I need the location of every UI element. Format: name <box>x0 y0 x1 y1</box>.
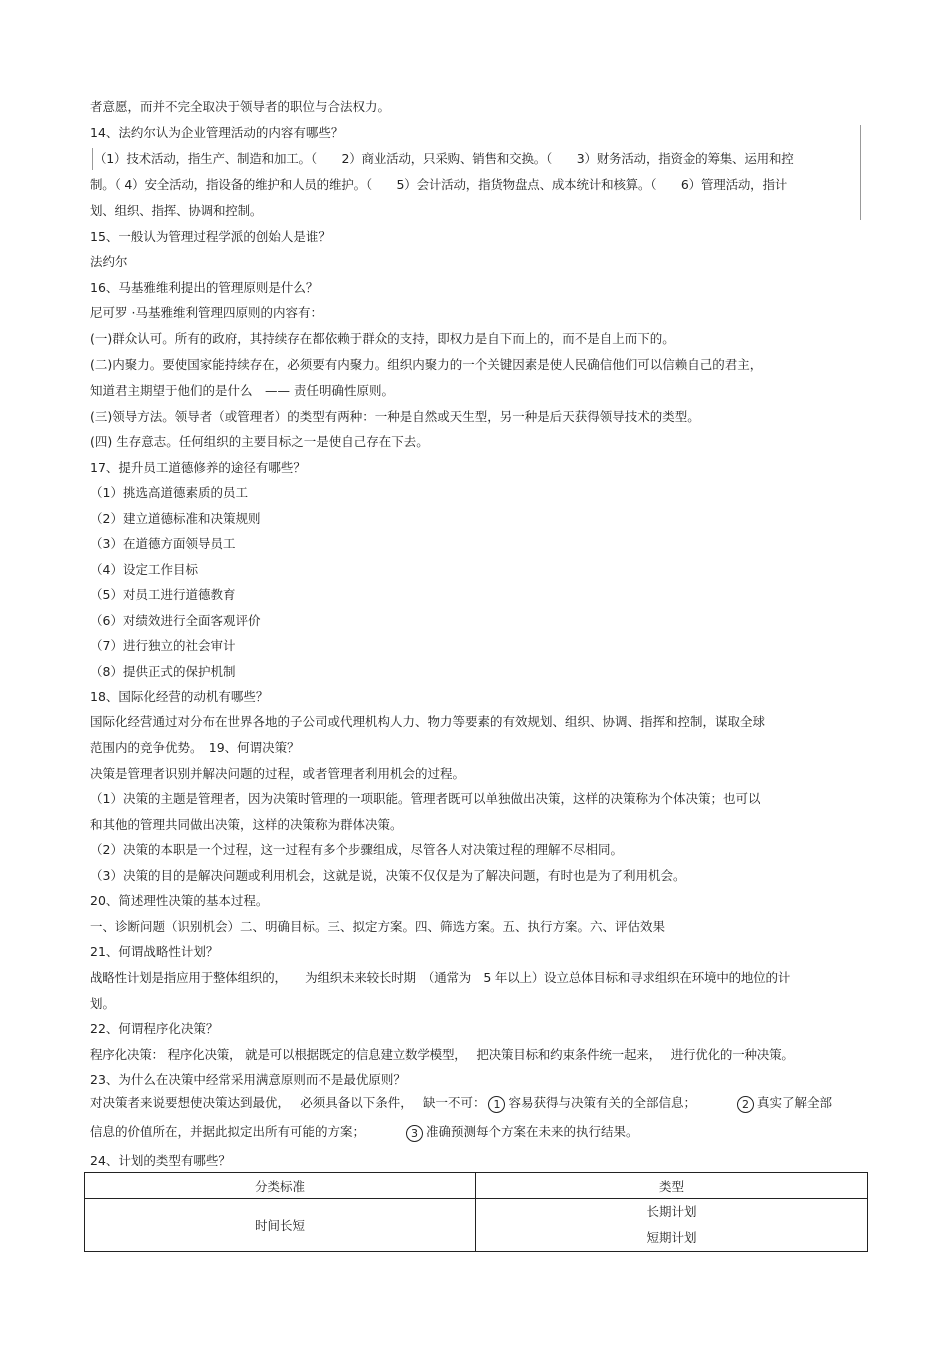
question-heading: 18、国际化经营的动机有哪些？ <box>90 689 269 704</box>
text-line: （3）在道德方面领导员工 <box>90 536 236 551</box>
text-line: （2）建立道德标准和决策规则 <box>90 511 261 526</box>
q23-answer-text: 真实了解全部 <box>756 1095 832 1110</box>
question-heading: 17、提升员工道德修养的途径有哪些？ <box>90 460 306 475</box>
text-line: 划、组织、指挥、协调和控制。 <box>90 203 263 218</box>
margin-rule-left <box>92 148 93 170</box>
text-line: (二)内聚力。要使国家能持续存在，必须要有内聚力。组织内聚力的一个关键因素是使人民确信他们可以信赖自己的君主， <box>90 357 763 372</box>
text-line: 战略性计划是指应用于整体组织的， 为组织未来较长时期 （通常为 5 年以上）设立总体目标和寻求组织在环境中的地位的计 <box>90 970 791 985</box>
table-type-item: 短期计划 <box>646 1230 697 1245</box>
text-line: 一、诊断问题（识别机会）二、明确目标。三、拟定方案。四、筛选方案。五、执行方案。六、评估效果 <box>90 919 666 934</box>
text-line: （8）提供正式的保护机制 <box>90 664 236 679</box>
table-cell-criterion: 时间长短 <box>85 1199 476 1252</box>
table-cell-types <box>476 1199 868 1252</box>
text-line: 范围内的竞争优势。 19、何谓决策？ <box>90 740 300 755</box>
q23-answer-text: 信息的价值所在，并据此拟定出所有可能的方案； <box>90 1124 366 1139</box>
text-line: (四) 生存意志。任何组织的主要目标之一是使自己存在下去。 <box>90 434 429 449</box>
text-line: 法约尔 <box>90 254 128 269</box>
plan-types-table <box>84 1172 868 1252</box>
circled-number: 1 <box>488 1096 505 1113</box>
q23-answer-text: 对决策者来说要想使决策达到最优， 必须具备以下条件， 缺一不可： <box>90 1095 486 1110</box>
table-header-cell: 类型 <box>476 1173 868 1199</box>
question-heading: 23、为什么在决策中经常采用满意原则而不是最优原则？ <box>90 1072 406 1087</box>
question-heading: 15、一般认为管理过程学派的创始人是谁？ <box>90 229 331 244</box>
text-line: （3）决策的目的是解决问题或利用机会，这就是说，决策不仅仅是为了解决问题，有时也是为了利用机会。 <box>90 868 686 883</box>
text-line: (三)领导方法。领导者（或管理者）的类型有两种：一种是自然或天生型，另一种是后天获得领导技术的类型。 <box>90 409 700 424</box>
text-line: （1）决策的主题是管理者，因为决策时管理的一项职能。管理者既可以单独做出决策，这样的决策称为个体决策；也可以 <box>90 791 761 806</box>
table-header-row <box>85 1173 868 1199</box>
text-line: （5）对员工进行道德教育 <box>90 587 236 602</box>
question-heading: 20、简述理性决策的基本过程。 <box>90 893 269 908</box>
text-line: （6）对绩效进行全面客观评价 <box>90 613 261 628</box>
text-line: （4）设定工作目标 <box>90 562 198 577</box>
circled-number: 2 <box>737 1096 754 1113</box>
question-heading: 16、马基雅维利提出的管理原则是什么？ <box>90 280 319 295</box>
question-heading: 24、计划的类型有哪些？ <box>90 1153 231 1168</box>
text-line: 知道君主期望于他们的是什么 —— 责任明确性原则。 <box>90 383 394 398</box>
text-line: （1）挑选高道德素质的员工 <box>90 485 248 500</box>
text-line: （2）决策的本职是一个过程，这一过程有多个步骤组成，尽管各人对决策过程的理解不尽相同。 <box>90 842 623 857</box>
question-heading: 14、法约尔认为企业管理活动的内容有哪些？ <box>90 125 344 140</box>
question-heading: 21、何谓战略性计划？ <box>90 944 219 959</box>
q23-answer-line-1 <box>90 1095 832 1113</box>
text-line: （7）进行独立的社会审计 <box>90 638 236 653</box>
margin-rule-right <box>860 125 861 220</box>
circled-number: 3 <box>406 1125 423 1142</box>
text-line: 尼可罗 ·马基雅维利管理四原则的内容有： <box>90 305 323 320</box>
text-line: (一)群众认可。所有的政府，其持续存在都依赖于群众的支持，即权力是自下而上的，而不是自上而下的。 <box>90 331 675 346</box>
text-line: （1）技术活动，指生产、制造和加工。（ 2）商业活动，只采购、销售和交换。（ 3）财务活动，指资金的筹集、运用和控 <box>94 151 794 166</box>
q23-answer-text: 容易获得与决策有关的全部信息； <box>508 1095 696 1110</box>
table-header-cell: 分类标准 <box>85 1173 476 1199</box>
q23-answer-text: 准确预测每个方案在未来的执行结果。 <box>426 1124 639 1139</box>
q23-answer-line-2 <box>90 1124 639 1142</box>
question-heading: 22、何谓程序化决策？ <box>90 1021 219 1036</box>
table-row <box>85 1199 868 1252</box>
text-line: 划。 <box>90 996 116 1011</box>
text-line: 和其他的管理共同做出决策，这样的决策称为群体决策。 <box>90 817 403 832</box>
text-line: 者意愿，而并不完全取决于领导者的职位与合法权力。 <box>90 99 391 114</box>
table-type-item: 长期计划 <box>646 1204 697 1219</box>
text-line: 程序化决策： 程序化决策， 就是可以根据既定的信息建立数学模型， 把决策目标和约束条件统一起来， 进行优化的一种决策。 <box>90 1047 794 1062</box>
text-line: 国际化经营通过对分布在世界各地的子公司或代理机构人力、物力等要素的有效规划、组织、协调、指挥和控制，谋取全球 <box>90 714 766 729</box>
text-line: 决策是管理者识别并解决问题的过程，或者管理者利用机会的过程。 <box>90 766 466 781</box>
text-line: 制。（ 4）安全活动，指设备的维护和人员的维护。（ 5）会计活动，指货物盘点、成本统计和核算。（ 6）管理活动，指计 <box>90 177 788 192</box>
